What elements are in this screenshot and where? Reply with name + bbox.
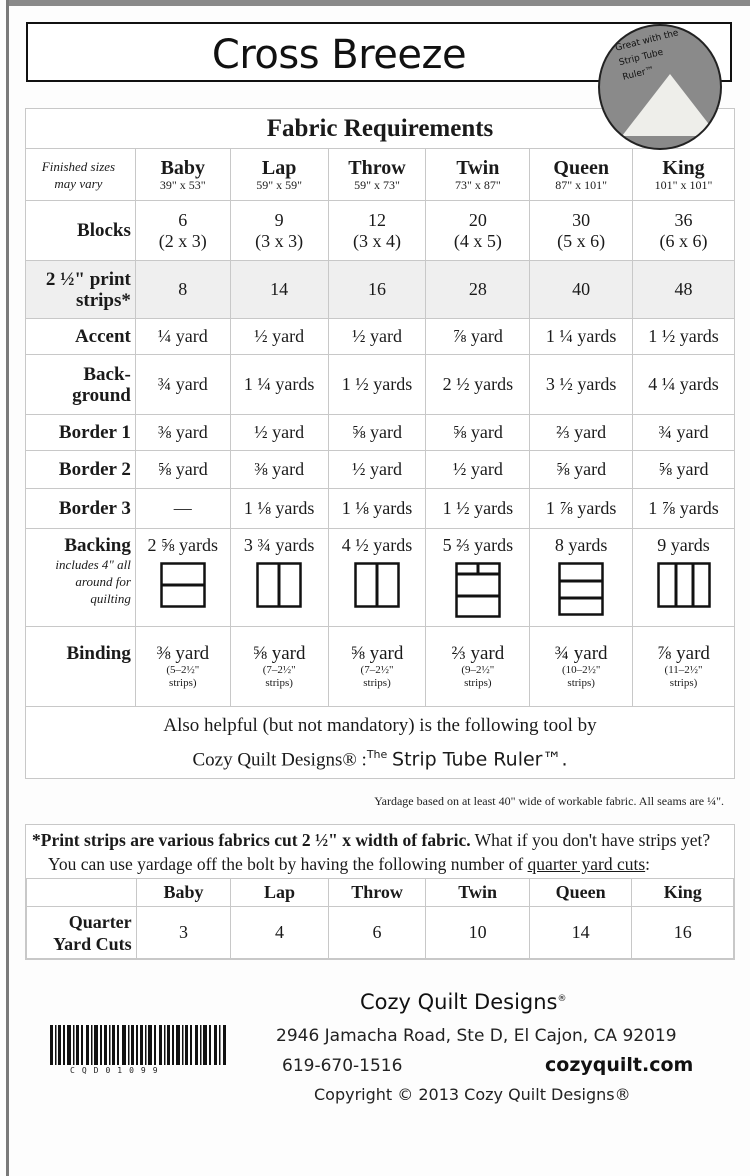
qyc-cell: 3 <box>136 907 231 959</box>
blocks-row <box>26 201 735 261</box>
binding-cell: ⅝ yard (7–2½" strips) <box>328 627 426 707</box>
page-top-edge <box>6 0 750 6</box>
backing-cell: 2 ⅝ yards <box>135 529 230 627</box>
size-queen: Queen 87" x 101" <box>530 149 633 201</box>
fabric-requirements-heading: Fabric Requirements <box>26 109 735 149</box>
border3-row <box>26 489 735 529</box>
qyc-header: Baby <box>136 879 231 907</box>
accent-cell: 1 ½ yards <box>633 319 735 355</box>
binding-cell: ⅔ yard (9–2½" strips) <box>426 627 530 707</box>
size-throw: Throw 59" x 73" <box>328 149 426 201</box>
accent-cell: ¼ yard <box>135 319 230 355</box>
backing-2-horizontal-icon <box>160 562 206 608</box>
row-label-border1: Border 1 <box>26 415 136 451</box>
binding-cell: ⅞ yard (11–2½" strips) <box>633 627 735 707</box>
print-strips-cell: 28 <box>426 261 530 319</box>
row-label-border2: Border 2 <box>26 451 136 489</box>
quarter-yard-cuts-table <box>26 878 734 959</box>
border1-row <box>26 415 735 451</box>
border2-cell: ⅝ yard <box>633 451 735 489</box>
backing-3-vertical-icon <box>657 562 711 608</box>
backing-cell: 4 ½ yards <box>328 529 426 627</box>
qyc-row-label: Quarter Yard Cuts <box>27 907 137 959</box>
size-twin: Twin 73" x 87" <box>426 149 530 201</box>
qyc-cell: 4 <box>231 907 328 959</box>
company-address: 2946 Jamacha Road, Ste D, El Cajon, CA 92019 <box>276 1026 677 1046</box>
qyc-cell: 14 <box>529 907 632 959</box>
qyc-header-row <box>27 879 734 907</box>
qyc-header: Twin <box>426 879 530 907</box>
badge-text: Great with the Strip Tube Ruler™ <box>614 28 680 83</box>
helpful-tool-row <box>26 707 735 779</box>
backing-cell: 9 yards <box>633 529 735 627</box>
row-label-backing: Backing includes 4" all around for quilting <box>26 529 136 627</box>
row-label-accent: Accent <box>26 319 136 355</box>
qyc-cell: 10 <box>426 907 530 959</box>
qyc-header: Queen <box>529 879 632 907</box>
print-strips-box <box>25 824 735 960</box>
border2-cell: ⅝ yard <box>135 451 230 489</box>
company-website-link[interactable]: cozyquilt.com <box>545 1054 694 1076</box>
row-label-blocks: Blocks <box>26 201 136 261</box>
page-left-edge <box>6 0 9 1176</box>
qyc-cell: 16 <box>632 907 734 959</box>
qyc-header: King <box>632 879 734 907</box>
copyright: Copyright © 2013 Cozy Quilt Designs® <box>314 1085 631 1104</box>
binding-row <box>26 627 735 707</box>
print-strips-row <box>26 261 735 319</box>
border2-cell: ½ yard <box>426 451 530 489</box>
backing-row <box>26 529 735 627</box>
border1-cell: ⅝ yard <box>426 415 530 451</box>
border2-cell: ⅝ yard <box>530 451 633 489</box>
print-strips-cell: 8 <box>135 261 230 319</box>
row-label-background: Back- ground <box>26 355 136 415</box>
qyc-values-row <box>27 907 734 959</box>
binding-cell: ⅝ yard (7–2½" strips) <box>230 627 328 707</box>
print-strips-cell: 40 <box>530 261 633 319</box>
background-cell: 3 ½ yards <box>530 355 633 415</box>
border1-cell: ⅝ yard <box>328 415 426 451</box>
blocks-cell: 30 (5 x 6) <box>530 201 633 261</box>
fabric-requirements-table <box>25 108 735 779</box>
row-label-print-strips: 2 ½" print strips* <box>26 261 136 319</box>
border3-cell: 1 ⅛ yards <box>230 489 328 529</box>
print-strips-cell: 16 <box>328 261 426 319</box>
barcode-icon <box>48 1025 228 1065</box>
background-row <box>26 355 735 415</box>
qyc-header: Throw <box>328 879 426 907</box>
accent-cell: ½ yard <box>328 319 426 355</box>
backing-cell: 3 ¾ yards <box>230 529 328 627</box>
border2-cell: ½ yard <box>328 451 426 489</box>
finished-sizes-note: Finished sizes may vary <box>26 149 136 201</box>
company-phone: 619-670-1516 <box>282 1056 403 1076</box>
qyc-header-empty <box>27 879 137 907</box>
size-king: King 101" x 101" <box>633 149 735 201</box>
binding-cell: ¾ yard (10–2½" strips) <box>530 627 633 707</box>
border1-cell: ⅜ yard <box>135 415 230 451</box>
background-cell: ¾ yard <box>135 355 230 415</box>
print-strips-cell: 14 <box>230 261 328 319</box>
accent-row <box>26 319 735 355</box>
blocks-cell: 36 (6 x 6) <box>633 201 735 261</box>
print-strips-cell: 48 <box>633 261 735 319</box>
blocks-cell: 12 (3 x 4) <box>328 201 426 261</box>
strip-tube-ruler-name: Strip Tube Ruler™. <box>392 748 568 771</box>
size-header-row <box>26 149 735 201</box>
backing-3-horizontal-icon <box>558 562 604 616</box>
barcode-number: CQD01099 <box>70 1066 165 1075</box>
border3-cell: 1 ⅞ yards <box>633 489 735 529</box>
pattern-title: Cross Breeze <box>211 32 467 78</box>
background-cell: 1 ½ yards <box>328 355 426 415</box>
border2-row <box>26 451 735 489</box>
background-cell: 1 ¼ yards <box>230 355 328 415</box>
accent-cell: ⅞ yard <box>426 319 530 355</box>
backing-3-split-top-icon <box>455 562 501 618</box>
size-lap: Lap 59" x 59" <box>230 149 328 201</box>
border3-cell: 1 ½ yards <box>426 489 530 529</box>
accent-cell: 1 ¼ yards <box>530 319 633 355</box>
border2-cell: ⅜ yard <box>230 451 328 489</box>
qyc-header: Lap <box>231 879 328 907</box>
strip-tube-ruler-badge <box>598 24 722 150</box>
backing-2-vertical-icon <box>354 562 400 608</box>
company-name: Cozy Quilt Designs® <box>360 990 567 1014</box>
border3-cell: 1 ⅞ yards <box>530 489 633 529</box>
ruler-triangle-icon <box>622 74 718 136</box>
border1-cell: ½ yard <box>230 415 328 451</box>
helpful-tool-note: Also helpful (but not mandatory) is the following tool by Cozy Quilt Designs® :$^{The}$ Strip Tube Ruler™. <box>26 707 735 779</box>
accent-cell: ½ yard <box>230 319 328 355</box>
blocks-cell: 20 (4 x 5) <box>426 201 530 261</box>
print-strips-note: *Print strips are various fabrics cut 2 ½" x width of fabric. What if you don't have strips yet? You can use yardage off the bolt by having the following number of quarter yard cuts: <box>32 830 711 874</box>
blocks-cell: 6 (2 x 3) <box>135 201 230 261</box>
backing-cell: 5 ⅔ yards <box>426 529 530 627</box>
yardage-note: Yardage based on at least 40" wide of workable fabric. All seams are ¼". <box>374 794 724 808</box>
qyc-cell: 6 <box>328 907 426 959</box>
border1-cell: ⅔ yard <box>530 415 633 451</box>
background-cell: 4 ¼ yards <box>633 355 735 415</box>
background-cell: 2 ½ yards <box>426 355 530 415</box>
row-label-binding: Binding <box>26 627 136 707</box>
size-baby: Baby 39" x 53" <box>135 149 230 201</box>
binding-cell: ⅜ yard (5–2½" strips) <box>135 627 230 707</box>
backing-2-vertical-icon <box>256 562 302 608</box>
border3-cell: — <box>135 489 230 529</box>
backing-cell: 8 yards <box>530 529 633 627</box>
border1-cell: ¾ yard <box>633 415 735 451</box>
border3-cell: 1 ⅛ yards <box>328 489 426 529</box>
row-label-border3: Border 3 <box>26 489 136 529</box>
blocks-cell: 9 (3 x 3) <box>230 201 328 261</box>
